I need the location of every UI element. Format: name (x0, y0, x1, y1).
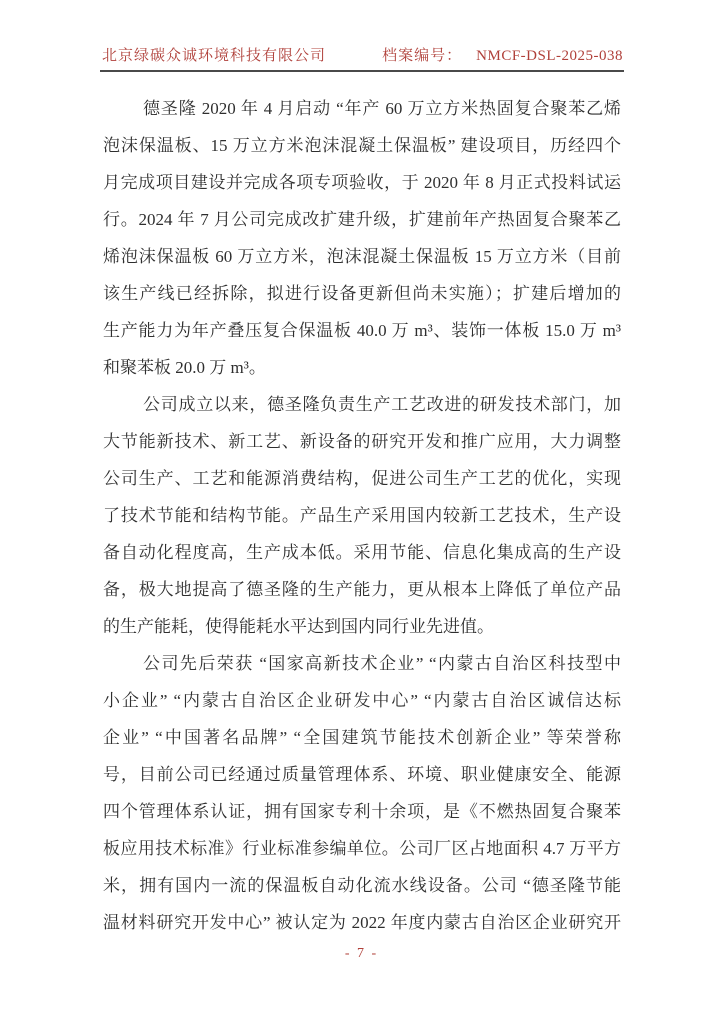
paragraph (103, 90, 621, 386)
paragraph-line: 烯泡沫保温板 60 万立方米，泡沫混凝土保温板 15 万立方米（目前 (103, 247, 621, 266)
paragraph-line: 号，目前公司已经通过质量管理体系、环境、职业健康安全、能源 (103, 765, 621, 784)
header-divider (100, 70, 624, 72)
paragraph-line: 备，极大地提高了德圣隆的生产能力，更从根本上降低了单位产品 (103, 580, 621, 599)
paragraph-line: 公司生产、工艺和能源消费结构，促进公司生产工艺的优化，实现 (103, 469, 621, 488)
paragraph-line: 大节能新技术、新工艺、新设备的研究开发和推广应用，大力调整 (103, 432, 621, 451)
paragraph-line: 温材料研究开发中心” 被认定为 2022 年度内蒙古自治区企业研究开 (103, 913, 621, 932)
archive-number-group (382, 44, 623, 65)
company-name: 北京绿碳众诚环境科技有限公司 (102, 48, 327, 64)
archive-number: NMCF-DSL-2025-038 (476, 48, 623, 64)
paragraph-line: 和聚苯板 20.0 万 m³。 (103, 358, 266, 377)
paragraph-line: 了技术节能和结构节能。产品生产采用国内较新工艺技术，生产设 (103, 506, 621, 525)
paragraph-line: 的生产能耗，使得能耗水平达到国内同行业先进值。 (103, 617, 494, 636)
paragraph-line: 德圣隆 2020 年 4 月启动 “年产 60 万立方米热固复合聚苯乙烯 (143, 99, 621, 118)
paragraph-line: 备自动化程度高，生产成本低。采用节能、信息化集成高的生产设 (103, 543, 621, 562)
archive-label: 档案编号： (382, 48, 463, 64)
paragraph-line: 四个管理体系认证，拥有国家专利十余项，是《不燃热固复合聚苯 (103, 802, 621, 821)
document-body (103, 90, 621, 941)
paragraph-line: 月完成项目建设并完成各项专项验收，于 2020 年 8 月正式投料试运 (103, 173, 621, 192)
page-number: - 7 - (344, 946, 379, 961)
paragraph-line: 泡沫保温板、15 万立方米泡沫混凝土保温板” 建设项目，历经四个 (103, 136, 621, 155)
paragraph-line: 公司成立以来，德圣隆负责生产工艺改进的研发技术部门，加 (143, 395, 621, 414)
paragraph-line: 小企业” “内蒙古自治区企业研发中心” “内蒙古自治区诚信达标 (103, 691, 621, 710)
paragraph-line: 企业” “中国著名品牌” “全国建筑节能技术创新企业” 等荣誉称 (103, 728, 621, 747)
paragraph (103, 645, 621, 941)
page-footer (0, 946, 723, 962)
paragraph-line: 生产能力为年产叠压复合保温板 40.0 万 m³、装饰一体板 15.0 万 m³ (103, 321, 621, 340)
document-header (102, 44, 623, 65)
paragraph-line: 该生产线已经拆除，拟进行设备更新但尚未实施）；扩建后增加的 (103, 284, 621, 303)
paragraph-line: 板应用技术标准》行业标准参编单位。公司厂区占地面积 4.7 万平方 (103, 839, 621, 858)
paragraph (103, 386, 621, 645)
paragraph-line: 公司先后荣获 “国家高新技术企业” “内蒙古自治区科技型中 (143, 654, 621, 673)
paragraph-line: 行。2024 年 7 月公司完成改扩建升级，扩建前年产热固复合聚苯乙 (103, 210, 621, 229)
paragraph-line: 米，拥有国内一流的保温板自动化流水线设备。公司 “德圣隆节能 (103, 876, 621, 895)
